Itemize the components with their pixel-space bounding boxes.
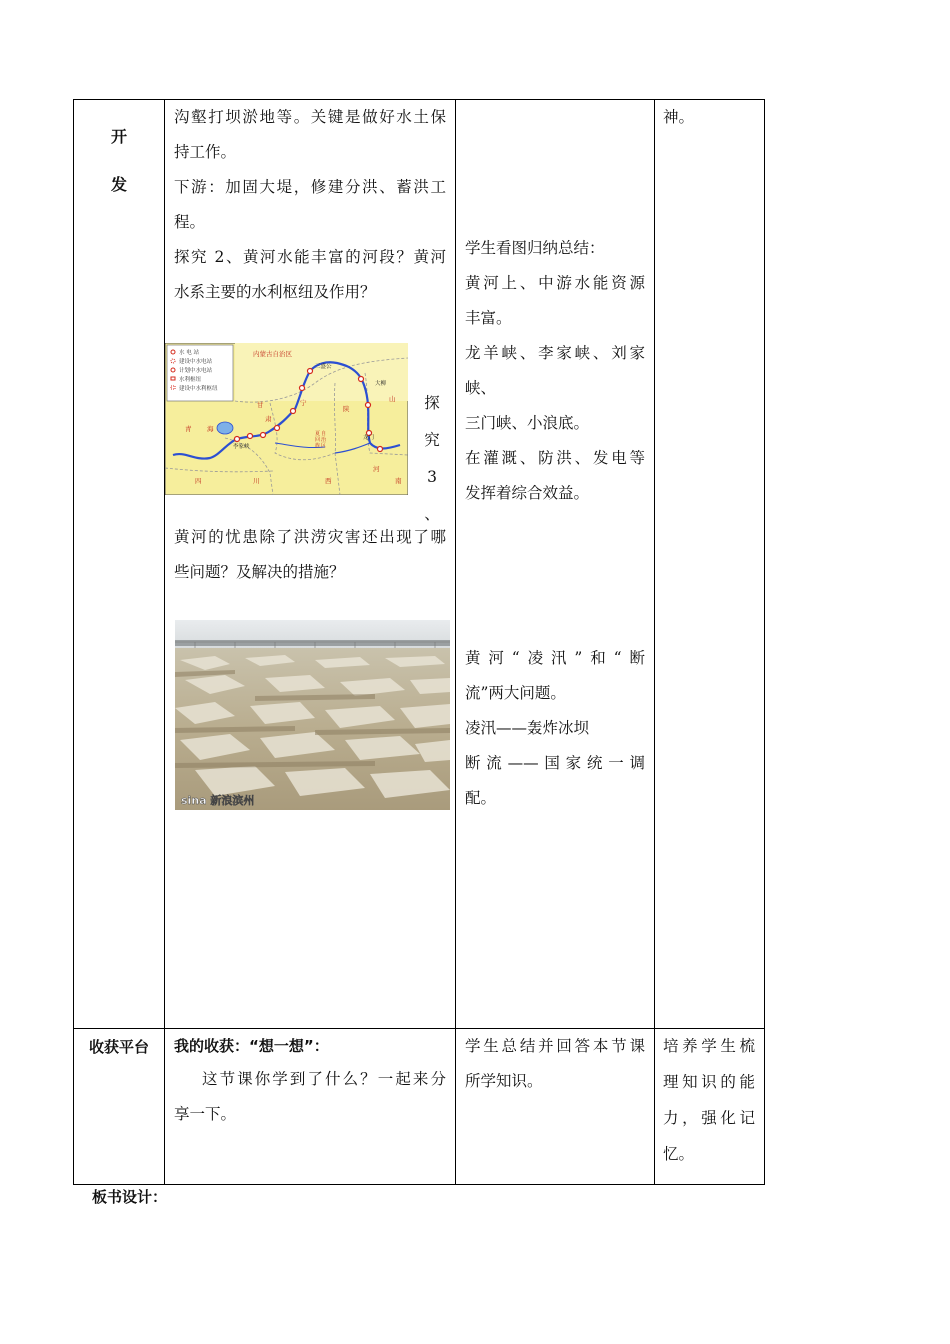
text-line: 些问题？及解决的措施？: [174, 563, 345, 581]
stage-cell: [74, 100, 165, 1029]
map-label: 西: [325, 477, 332, 485]
text-line: 学生总结并回答本节课: [465, 1037, 645, 1055]
board-design-label: 板书设计：: [92, 1188, 168, 1206]
text-line: 忆。: [663, 1145, 695, 1163]
text-line: 在灌溉、防洪、发电等: [465, 449, 645, 467]
text-line: 发挥着综合效益。: [465, 484, 590, 502]
map-legend-item: 建设中水利枢纽: [179, 386, 218, 392]
text-line: 享一下。: [174, 1105, 237, 1123]
map-legend-item: 计划中水电站: [179, 368, 213, 374]
text-line: 下游：加固大堤，修建分洪、蓄洪工: [174, 178, 446, 196]
map-label: 宁: [300, 399, 307, 407]
river-ice-photo: [175, 620, 450, 810]
map-label: 龙门: [363, 435, 375, 441]
text-line: 断流——国家统一调: [465, 754, 645, 772]
map-label: 李家峡: [233, 444, 250, 450]
map-label: 区: [321, 443, 327, 449]
section-title: 我的收获：“想一想”：: [174, 1037, 329, 1055]
text-line: 凌汛——轰炸冰坝: [465, 719, 590, 737]
text-line: 丰富。: [465, 309, 512, 327]
text-line: 流”两大问题。: [465, 684, 566, 702]
vertical-caption: [422, 385, 442, 533]
text-line: 探究 2、黄河水能丰富的河段？黄河: [174, 248, 446, 266]
text-line: 峡、: [465, 379, 497, 397]
text-line: 黄河上、中游水能资源: [465, 274, 645, 292]
text-line: 学生看图归纳总结：: [465, 239, 605, 257]
map-label: 河: [373, 465, 380, 473]
text-char: 、: [424, 505, 440, 523]
content-cell: [165, 100, 456, 1029]
map-label: 大柳: [375, 381, 387, 387]
text-line: 培养学生梳: [663, 1037, 755, 1055]
yellow-river-map: [165, 343, 408, 495]
intent-cell: [655, 100, 765, 1029]
stage-char: 发: [110, 175, 127, 194]
map-label: 川: [253, 477, 260, 485]
map-label: 陕: [343, 405, 350, 413]
map-label: 回: [315, 437, 321, 443]
text-line: 沟壑打坝淤地等。关键是做好水土保: [174, 108, 446, 126]
map-label: 肃: [265, 415, 272, 423]
map-label: 族: [315, 443, 321, 449]
map-label: 南: [395, 477, 402, 485]
text-line: 理知识的能: [663, 1073, 755, 1091]
text-line: 黄河的忧患除了洪涝灾害还出现了哪: [174, 528, 446, 546]
text-line: 黄河“凌汛”和“断: [465, 649, 645, 667]
table-row: [74, 100, 765, 1029]
text-char: 究: [424, 431, 440, 449]
text-line: 水系主要的水利枢纽及作用？: [174, 283, 376, 301]
text-line: 力，强化记: [663, 1109, 755, 1127]
map-label: 青: [185, 425, 192, 433]
text-line: 程。: [174, 213, 206, 231]
text-char: 探: [424, 394, 440, 412]
table-row: [74, 1029, 765, 1185]
map-label: 自: [321, 431, 327, 437]
map-label: 三盛公: [315, 364, 332, 370]
content-cell: [165, 1029, 456, 1185]
map-legend-item: 水 电 站: [179, 350, 199, 356]
map-legend-item: 建设中水电站: [179, 359, 213, 365]
map-label: 甘: [257, 401, 264, 409]
student-activity-cell: [456, 100, 655, 1029]
text-char: 3: [427, 468, 437, 486]
map-label: 海: [207, 425, 214, 433]
stage-label: 收获平台: [88, 1038, 149, 1056]
photo-watermark: sina 新浪滨州: [181, 794, 255, 807]
map-label: 内蒙古自治区: [253, 350, 292, 358]
intent-cell: [655, 1029, 765, 1185]
map-label: 治: [321, 437, 327, 443]
text-line: 三门峡、小浪底。: [465, 414, 590, 432]
map-label: 山: [389, 395, 396, 403]
lesson-table: [73, 99, 765, 1185]
text-line: 龙羊峡、李家峡、刘家: [465, 344, 645, 362]
text-line: 持工作。: [174, 143, 237, 161]
student-activity-cell: [456, 1029, 655, 1185]
map-label: 四: [195, 477, 202, 485]
stage-cell: [74, 1029, 165, 1185]
map-label: 夏: [315, 431, 321, 437]
text-line: 配。: [465, 789, 497, 807]
text-line: 这节课你学到了什么？一起来分: [202, 1070, 446, 1088]
map-legend-item: 水利枢纽: [179, 377, 202, 383]
text-line: 所学知识。: [465, 1072, 543, 1090]
stage-char: 开: [110, 127, 127, 146]
text-line: 神。: [663, 108, 695, 126]
